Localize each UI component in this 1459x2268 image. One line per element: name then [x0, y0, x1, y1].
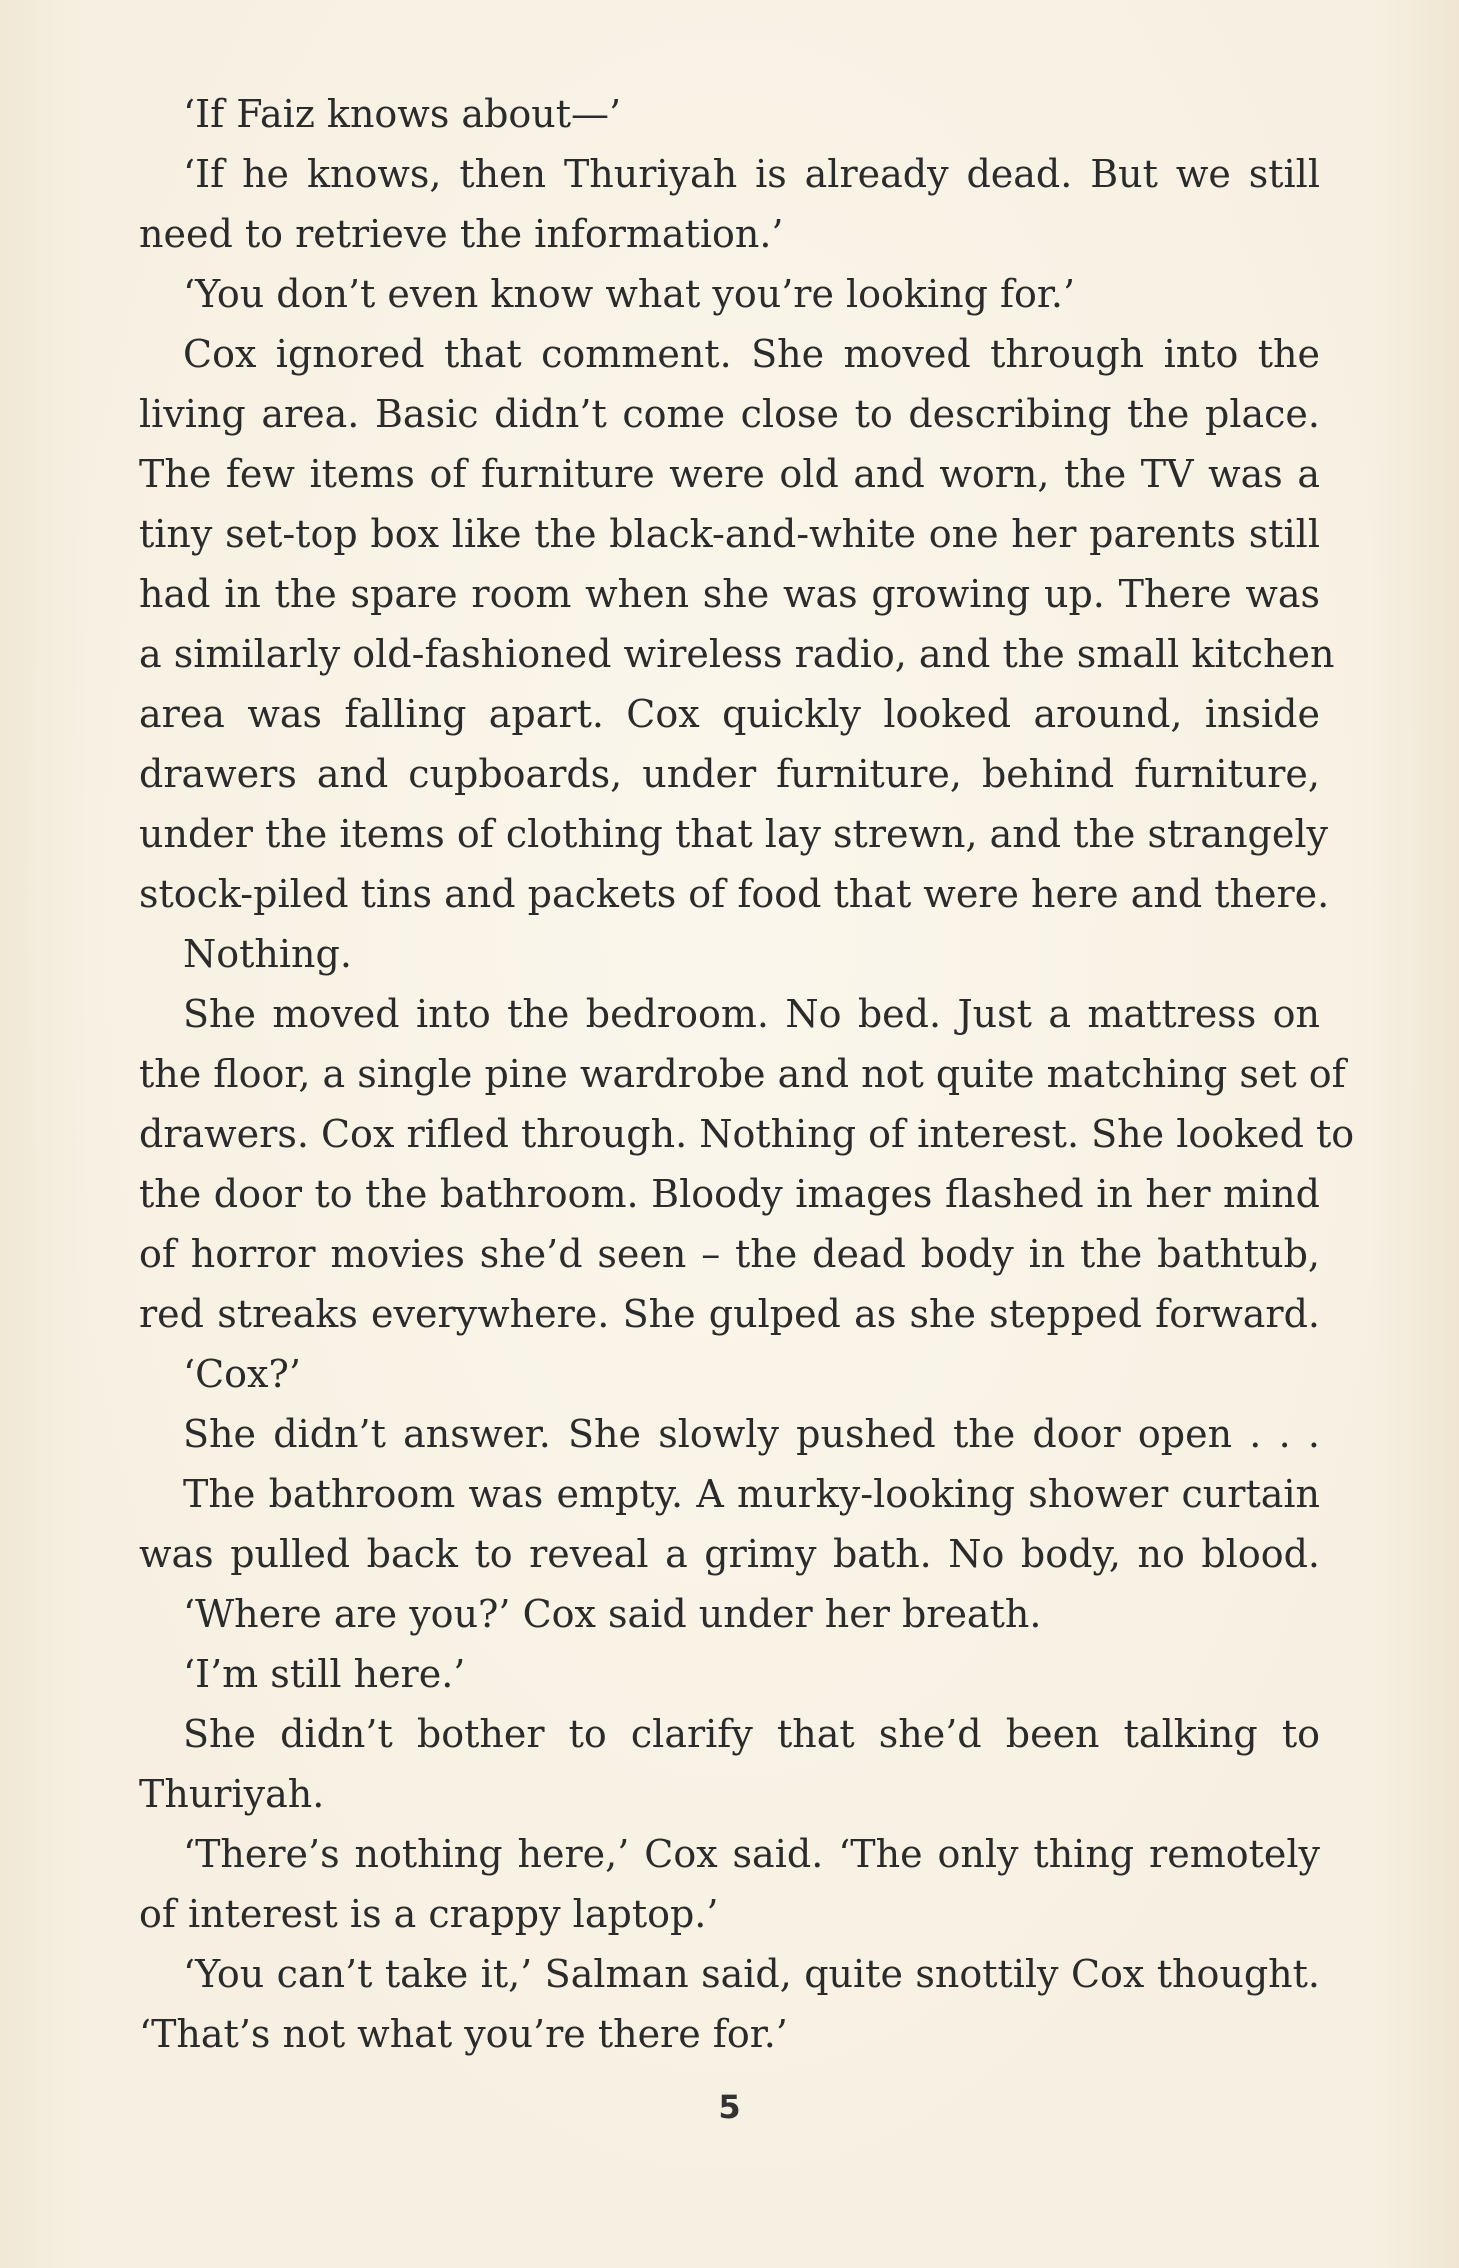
- text-line: Nothing.: [183, 932, 352, 976]
- text-line: the door to the bathroom. Bloody images flashed in her mind: [139, 1172, 1320, 1216]
- text-line: ‘That’s not what you’re there for.’: [139, 2012, 788, 2056]
- text-line: The bathroom was empty. A murky-looking shower curtain: [183, 1472, 1320, 1516]
- text-line: under the items of clothing that lay strewn, and the strangely: [139, 812, 1328, 856]
- text-line: of horror movies she’d seen – the dead body in the bathtub,: [139, 1232, 1320, 1276]
- text-line: ‘You don’t even know what you’re looking for.’: [183, 272, 1076, 316]
- body-text: [139, 84, 1355, 2064]
- text-line: She moved into the bedroom. No bed. Just a mattress on: [183, 992, 1320, 1036]
- text-line: of interest is a crappy laptop.’: [139, 1892, 719, 1936]
- text-line: had in the spare room when she was growing up. There was: [139, 572, 1320, 616]
- text-line: ‘Where are you?’ Cox said under her breath.: [183, 1592, 1042, 1636]
- text-line: ‘If Faiz knows about—’: [183, 92, 622, 136]
- text-line: stock-piled tins and packets of food that were here and there.: [139, 872, 1330, 916]
- text-line: ‘There’s nothing here,’ Cox said. ‘The only thing remotely: [183, 1832, 1320, 1876]
- text-line: the floor, a single pine wardrobe and not quite matching set of: [139, 1052, 1346, 1096]
- text-line: a similarly old-fashioned wireless radio, and the small kitchen: [139, 632, 1335, 676]
- text-line: ‘If he knows, then Thuriyah is already dead. But we still: [183, 152, 1320, 196]
- page-number: 5: [718, 2088, 741, 2126]
- text-line: The few items of furniture were old and worn, the TV was a: [139, 452, 1320, 496]
- text-line: drawers and cupboards, under furniture, behind furniture,: [139, 752, 1320, 796]
- text-line: ‘Cox?’: [183, 1352, 301, 1396]
- text-line: area was falling apart. Cox quickly looked around, inside: [139, 692, 1320, 736]
- text-line: need to retrieve the information.’: [139, 212, 784, 256]
- text-line: ‘I’m still here.’: [183, 1652, 466, 1696]
- text-line: Thuriyah.: [139, 1772, 325, 1816]
- text-line: Cox ignored that comment. She moved through into the: [183, 332, 1320, 376]
- text-line: She didn’t answer. She slowly pushed the door open . . .: [183, 1412, 1320, 1456]
- text-line: living area. Basic didn’t come close to describing the place.: [139, 392, 1320, 436]
- text-line: She didn’t bother to clarify that she’d been talking to: [183, 1712, 1320, 1756]
- text-line: tiny set-top box like the black-and-white one her parents still: [139, 512, 1320, 556]
- text-line: drawers. Cox rifled through. Nothing of interest. She looked to: [139, 1112, 1355, 1156]
- text-line: was pulled back to reveal a grimy bath. No body, no blood.: [139, 1532, 1320, 1576]
- text-line: ‘You can’t take it,’ Salman said, quite snottily Cox thought.: [183, 1952, 1320, 1996]
- text-line: red streaks everywhere. She gulped as she stepped forward.: [139, 1292, 1320, 1336]
